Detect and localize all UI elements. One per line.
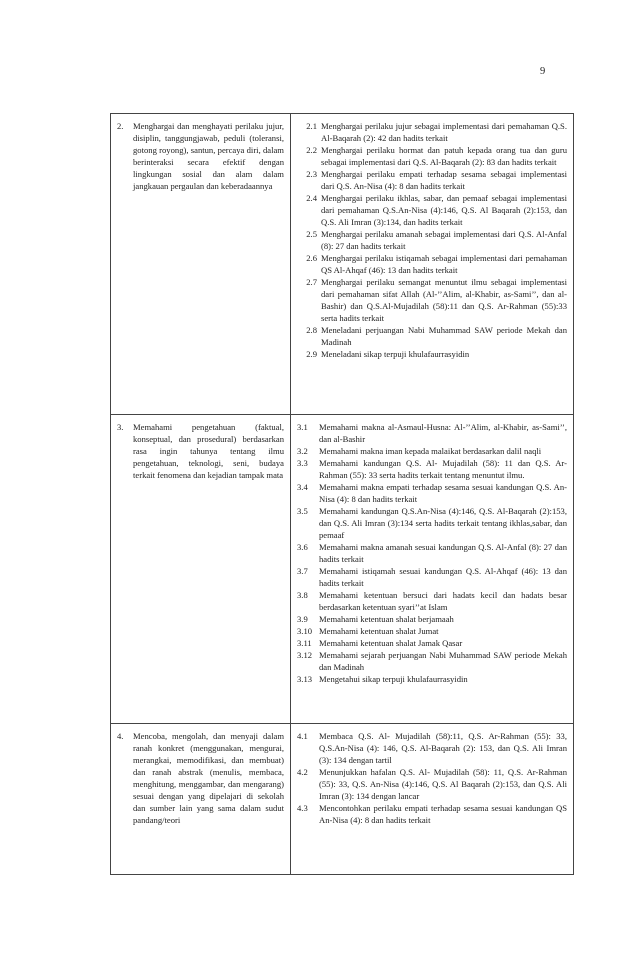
core-competency-text: Mencoba, mengolah, dan menyaji dalam ranah konkret (menggunakan, mengurai, merangkai, memodifikasi, dan membuat) dan ranah abstrak (menulis, membaca, menghitung, menggambar, dan mengarang) sesuai dengan yang dipelajari di sekolah dan sumber lain yang sama dalam sudut pandang/teori bbox=[133, 731, 284, 825]
basic-competency-number: 2.7 bbox=[306, 277, 317, 287]
basic-competency-text: Membaca Q.S. Al- Mujadilah (58):11, Q.S. Ar-Rahman (55): 33, Q.S.An-Nisa (4): 146, Q.S. Al-Baqarah (2): 153, dan Q.S. Ali Imran (3): 134 dengan tartil bbox=[319, 731, 567, 765]
core-competency-cell bbox=[111, 415, 291, 724]
basic-competency-number: 2.9 bbox=[306, 349, 317, 359]
core-competency bbox=[117, 421, 284, 481]
basic-competency-item bbox=[297, 276, 567, 324]
basic-competency-text: Menghargai perilaku jujur sebagai implementasi dari pemahaman Q.S. Al-Baqarah (2): 42 dan hadits terkait bbox=[321, 121, 567, 143]
basic-competency-text: Memahami makna amanah sesuai kandungan Q.S. Al-Anfal (8): 27 dan hadits terkait bbox=[319, 542, 567, 564]
basic-competency-item bbox=[297, 730, 567, 766]
basic-competency-number: 4.1 bbox=[297, 731, 308, 741]
basic-competency-text: Meneladani sikap terpuji khulafaurrasyidin bbox=[321, 349, 470, 359]
basic-competency-item bbox=[297, 673, 567, 685]
basic-competency-text: Memahami kandungan Q.S. Al- Mujadilah (58): 11 dan Q.S. Ar-Rahman (55): 33 serta hadits terkait tentang menuntut ilmu. bbox=[319, 458, 567, 480]
basic-competency-text: Menghargai perilaku amanah sebagai implementasi dari Q.S. Al-Anfal (8): 27 dan hadits terkait bbox=[321, 229, 567, 251]
basic-competency-text: Memahami istiqamah sesuai kandungan Q.S. Al-Ahqaf (46): 13 dan hadits terkait bbox=[319, 566, 567, 588]
basic-competency-item bbox=[297, 802, 567, 826]
basic-competency-item bbox=[297, 541, 567, 565]
core-competency-number: 4. bbox=[117, 731, 124, 741]
core-competency-number: 2. bbox=[117, 121, 124, 131]
basic-competency-text: Menghargai perilaku istiqamah sebagai implementasi dari pemahaman QS Al-Ahqaf (46): 13 dan hadits terkait bbox=[321, 253, 567, 275]
basic-competency-number: 2.1 bbox=[306, 121, 317, 131]
basic-competency-cell bbox=[291, 415, 574, 724]
page-number: 9 bbox=[540, 66, 546, 77]
core-competency bbox=[117, 730, 284, 826]
basic-competency-item bbox=[297, 252, 567, 276]
basic-competency-number: 3.10 bbox=[297, 626, 313, 636]
basic-competency-item bbox=[297, 421, 567, 445]
basic-competency-text: Memahami makna iman kepada malaikat berdasarkan dalil naqli bbox=[319, 446, 542, 456]
basic-competency-text: Memahami sejarah perjuangan Nabi Muhammad SAW periode Mekah dan Madinah bbox=[319, 650, 567, 672]
core-competency-cell bbox=[111, 114, 291, 415]
basic-competency-number: 2.3 bbox=[306, 169, 317, 179]
basic-competency-item bbox=[297, 649, 567, 673]
basic-competency-item bbox=[297, 168, 567, 192]
basic-competency-item bbox=[297, 613, 567, 625]
basic-competency-number: 3.12 bbox=[297, 650, 313, 660]
basic-competency-text: Memahami makna empati terhadap sesama sesuai kandungan Q.S. An-Nisa (4): 8 dan hadits terkait bbox=[319, 482, 567, 504]
basic-competency-text: Mengetahui sikap terpuji khulafaurrasyidin bbox=[319, 674, 468, 684]
competency-table bbox=[110, 113, 574, 875]
basic-competency-item bbox=[297, 228, 567, 252]
basic-competency-item bbox=[297, 589, 567, 613]
basic-competency-text: Memahami makna al-Asmaul-Husna: Al-’’Alim, al-Khabir, as-Sami’’, dan al-Bashir bbox=[319, 422, 567, 444]
basic-competency-text: Menghargai perilaku ikhlas, sabar, dan pemaaf sebagai implementasi dari pemahaman Q.S.An-Nisa (4):146, Q.S. Al Baqarah (2):153, dan Q.S. Ali Imran (3):134, dan hadits terkait bbox=[321, 193, 567, 227]
core-competency-number: 3. bbox=[117, 422, 124, 432]
basic-competency-number: 3.3 bbox=[297, 458, 308, 468]
basic-competency-item bbox=[297, 445, 567, 457]
basic-competency-cell bbox=[291, 114, 574, 415]
basic-competency-item bbox=[297, 637, 567, 649]
core-competency-text: Memahami pengetahuan (faktual, konseptual, dan prosedural) berdasarkan rasa ingin tahunya tentang ilmu pengetahuan, teknologi, seni, budaya terkait fenomena dan kejadian tampak mata bbox=[133, 422, 284, 480]
basic-competency-text: Menghargai perilaku semangat menuntut ilmu sebagai implementasi dari pemahaman sifat Allah (Al-’’Alim, al-Khabir, as-Sami’’, dan al-Bashir) dan Q.S.Al-Mujadilah (58):11 dan Q.S. Ar-Rahman (55):33 serta hadits terkait bbox=[321, 277, 567, 323]
table-row bbox=[111, 415, 574, 724]
core-competency-cell bbox=[111, 724, 291, 875]
basic-competency-item bbox=[297, 144, 567, 168]
basic-competency-text: Menghargai perilaku empati terhadap sesama sebagai implementasi dari Q.S. An-Nisa (4): 8 dan hadits terkait bbox=[321, 169, 567, 191]
basic-competency-number: 3.11 bbox=[297, 638, 312, 648]
basic-competency-number: 3.6 bbox=[297, 542, 308, 552]
basic-competency-text: Memahami kandungan Q.S.An-Nisa (4):146, Q.S. Al-Baqarah (2):153, dan Q.S. Ali Imran (3):134 serta hadits terkait tentang ikhlas,sabar, dan pemaaf bbox=[319, 506, 567, 540]
basic-competency-text: Memahami ketentuan shalat Jumat bbox=[319, 626, 439, 636]
basic-competency-item bbox=[297, 766, 567, 802]
basic-competency-number: 3.8 bbox=[297, 590, 308, 600]
table-row bbox=[111, 724, 574, 875]
basic-competency-text: Memahami ketentuan shalat berjamaah bbox=[319, 614, 454, 624]
basic-competency-number: 2.6 bbox=[306, 253, 317, 263]
basic-competency-item bbox=[297, 505, 567, 541]
basic-competency-item bbox=[297, 457, 567, 481]
basic-competency-number: 2.2 bbox=[306, 145, 317, 155]
basic-competency-text: Menunjukkan hafalan Q.S. Al- Mujadilah (58): 11, Q.S. Ar-Rahman (55): 33, Q.S. An-Nisa (4):146, Q.S. Al Baqarah (2):153, dan Q.S. Ali Imran (3): 134 dengan lancar bbox=[319, 767, 567, 801]
basic-competency-text: Mencontohkan perilaku empati terhadap sesama sesuai kandungan QS An-Nisa (4): 8 dan hadits terkait bbox=[319, 803, 567, 825]
basic-competency-number: 3.4 bbox=[297, 482, 308, 492]
basic-competency-item bbox=[297, 192, 567, 228]
basic-competency-text: Meneladani perjuangan Nabi Muhammad SAW periode Mekah dan Madinah bbox=[321, 325, 567, 347]
basic-competency-number: 3.1 bbox=[297, 422, 308, 432]
basic-competency-item bbox=[297, 481, 567, 505]
basic-competency-item bbox=[297, 348, 567, 360]
basic-competency-number: 2.5 bbox=[306, 229, 317, 239]
core-competency-text: Menghargai dan menghayati perilaku jujur, disiplin, tanggungjawab, peduli (toleransi, gotong royong), santun, percaya diri, dalam berinteraksi secara efektif dengan lingkungan sosial dan alam dalam jangkauan pergaulan dan keberadaannya bbox=[133, 121, 284, 191]
basic-competency-number: 3.5 bbox=[297, 506, 308, 516]
basic-competency-text: Menghargai perilaku hormat dan patuh kepada orang tua dan guru sebagai implementasi dari Q.S. Al-Baqarah (2): 83 dan hadits terkait bbox=[321, 145, 567, 167]
basic-competency-text: Memahami ketentuan shalat Jamak Qasar bbox=[319, 638, 463, 648]
table-row bbox=[111, 114, 574, 415]
basic-competency-number: 3.9 bbox=[297, 614, 308, 624]
basic-competency-number: 3.13 bbox=[297, 674, 313, 684]
basic-competency-item bbox=[297, 625, 567, 637]
basic-competency-number: 3.7 bbox=[297, 566, 308, 576]
basic-competency-item bbox=[297, 120, 567, 144]
core-competency bbox=[117, 120, 284, 192]
basic-competency-number: 4.3 bbox=[297, 803, 308, 813]
basic-competency-text: Memahami ketentuan bersuci dari hadats kecil dan hadats besar berdasarkan ketentuan syari’’at Islam bbox=[319, 590, 567, 612]
basic-competency-item bbox=[297, 324, 567, 348]
basic-competency-cell bbox=[291, 724, 574, 875]
basic-competency-number: 3.2 bbox=[297, 446, 308, 456]
basic-competency-number: 2.4 bbox=[306, 193, 317, 203]
basic-competency-number: 2.8 bbox=[306, 325, 317, 335]
basic-competency-number: 4.2 bbox=[297, 767, 308, 777]
basic-competency-item bbox=[297, 565, 567, 589]
